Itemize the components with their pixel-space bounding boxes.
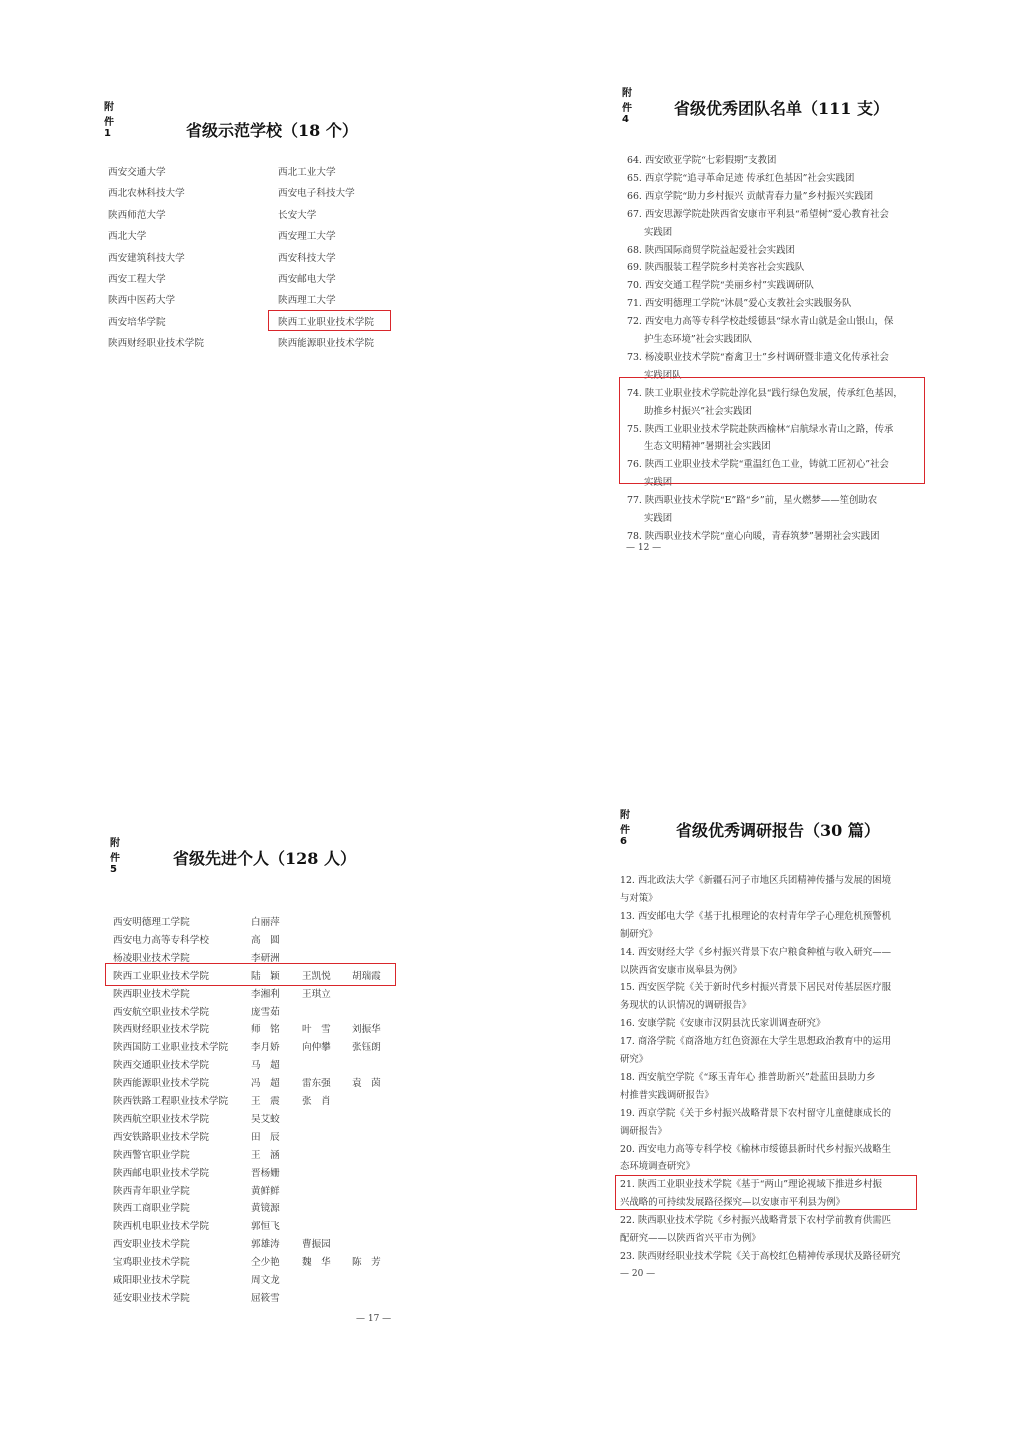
report-entry: 18. 西安航空学院《“琢玉青年心 推普助新兴”赴蓝田县助力乡	[620, 1071, 876, 1083]
report-entry: 14. 西安财经大学《乡村振兴背景下农户粮食种植与收入研究——	[620, 946, 892, 958]
person-name: 冯 超	[251, 1078, 280, 1090]
person-name: 屈筱雪	[251, 1292, 280, 1304]
team-entry: 68. 陕西国际商贸学院益起爱社会实践团	[627, 244, 795, 256]
person-name: 曹振园	[302, 1239, 331, 1251]
team-entry: 67. 西安思源学院赴陕西省安康市平利县“希望树”爱心教育社会	[627, 208, 889, 220]
page-title: 省级示范学校（18 个）	[186, 121, 358, 140]
team-entry: 78. 陕西职业技术学院“童心向暖，青春筑梦”暑期社会实践团	[627, 530, 880, 542]
institution-name: 陕西警官职业学院	[113, 1149, 190, 1161]
person-name: 李月娇	[251, 1042, 280, 1054]
team-entry: 实践团队	[644, 369, 682, 381]
school-name: 西安理工大学	[278, 231, 336, 243]
team-entry: 74. 陕工业职业技术学院赴淳化县“践行绿色发展，传承红色基因，	[627, 387, 903, 399]
institution-name: 咸阳职业技术学院	[113, 1275, 190, 1286]
institution-name: 西安航空职业技术学院	[113, 1006, 209, 1018]
institution-name: 西安铁路职业技术学院	[113, 1131, 209, 1143]
institution-name: 西安职业技术学院	[113, 1239, 190, 1251]
school-name: 西安建筑科技大学	[108, 252, 185, 264]
person-name: 郭恒飞	[251, 1221, 280, 1233]
person-name: 李湘利	[251, 988, 280, 1000]
person-name: 胡瑞霞	[352, 970, 381, 982]
school-name: 西安培华学院	[108, 316, 166, 328]
report-entry: 调研报告》	[620, 1125, 667, 1137]
team-entry: 72. 西安电力高等专科学校赴绥德县“绿水青山就是金山银山，保	[627, 316, 894, 328]
person-name: 黄鲜鲜	[251, 1185, 280, 1197]
report-entry: 村推普实践调研报告》	[620, 1089, 714, 1101]
attachment-label: 附件 6	[620, 810, 630, 847]
school-name: 西北大学	[108, 231, 147, 243]
institution-name: 延安职业技术学院	[113, 1292, 190, 1304]
person-name: 高 圆	[251, 934, 280, 946]
person-name: 郭雄涛	[251, 1239, 280, 1251]
report-entry: 13. 西安邮电大学《基于扎根理论的农村青年学子心理危机预警机	[620, 910, 892, 922]
report-entry: 20. 西安电力高等专科学校《榆林市绥德县新时代乡村振兴战略生	[620, 1143, 892, 1155]
school-name: 陕西能源职业技术学院	[278, 338, 374, 350]
person-name: 陆 颖	[251, 970, 280, 982]
school-name: 西安交通大学	[108, 167, 166, 178]
report-entry: 制研究》	[620, 928, 658, 940]
person-name: 张钰朗	[352, 1042, 381, 1054]
highlight-box	[619, 377, 925, 484]
team-entry: 75. 陕西工业职业技术学院赴陕西榆林“启航绿水青山之路，传承	[627, 423, 894, 435]
institution-name: 杨凌职业技术学院	[113, 952, 190, 964]
person-name: 魏 华	[302, 1257, 331, 1269]
report-entry: 15. 西安医学院《关于新时代乡村振兴背景下居民对传基层医疗服	[620, 982, 892, 994]
person-name: 晋杨姗	[251, 1167, 280, 1179]
person-name: 向仲攀	[302, 1042, 331, 1054]
institution-name: 陕西能源职业技术学院	[113, 1078, 209, 1090]
person-name: 周文龙	[251, 1275, 280, 1286]
report-entry: 21. 陕西工业职业技术学院《基于“两山”理论视域下推进乡村振	[620, 1179, 882, 1191]
report-entry: 17. 商洛学院《商洛地方红色资源在大学生思想政治教育中的运用	[620, 1036, 892, 1048]
report-entry: 12. 西北政法大学《新疆石河子市地区兵团精神传播与发展的困境	[620, 875, 892, 886]
team-entry: 69. 陕西服装工程学院乡村美容社会实践队	[627, 262, 805, 274]
attachment-label: 附件 5	[110, 838, 120, 875]
school-name: 西安电子科技大学	[278, 188, 355, 200]
person-name: 田 辰	[251, 1131, 280, 1143]
institution-name: 陕西职业技术学院	[113, 988, 190, 1000]
page-number: — 17 —	[356, 1314, 392, 1324]
team-entry: 71. 西安明德理工学院“沐晨”爱心支教社会实践服务队	[627, 298, 852, 310]
report-entry: 态环境调查研究》	[620, 1161, 696, 1173]
institution-name: 陕西工商职业学院	[113, 1203, 190, 1215]
person-name: 袁 茵	[352, 1078, 381, 1090]
school-name: 陕西中医药大学	[108, 295, 176, 307]
team-entry: 64. 西安欧亚学院“七彩假期”支教团	[627, 155, 777, 166]
report-entry: 配研究——以陕西省兴平市为例》	[620, 1233, 761, 1244]
person-name: 师 铭	[251, 1024, 280, 1036]
person-name: 马 超	[251, 1060, 280, 1072]
person-name: 吴艾蛟	[251, 1113, 280, 1125]
report-entry: 22. 陕西职业技术学院《乡村振兴战略背景下农村学前教育供需匹	[620, 1215, 892, 1227]
institution-name: 西安明德理工学院	[113, 917, 190, 928]
page-number: — 20 —	[620, 1269, 656, 1279]
person-name: 陈 芳	[352, 1257, 381, 1269]
team-entry: 护生态环境”社会实践团队	[644, 334, 752, 345]
report-entry: 与对策》	[620, 892, 658, 904]
school-name: 西安工程大学	[108, 274, 166, 285]
attachment-label: 附件 1	[104, 102, 114, 139]
team-entry: 实践团	[644, 226, 673, 238]
attachment-label: 附件 4	[622, 88, 632, 125]
highlight-box	[105, 963, 396, 986]
institution-name: 陕西青年职业学院	[113, 1185, 190, 1197]
institution-name: 陕西国防工业职业技术学院	[113, 1042, 229, 1054]
institution-name: 宝鸡职业技术学院	[113, 1257, 190, 1269]
person-name: 李研洲	[251, 952, 280, 964]
page-number: — 12 —	[626, 543, 662, 553]
person-name: 仝少艳	[251, 1257, 280, 1269]
institution-name: 陕西航空职业技术学院	[113, 1113, 209, 1125]
highlight-box	[615, 1175, 917, 1210]
page-title: 省级先进个人（128 人）	[173, 849, 356, 868]
institution-name: 陕西机电职业技术学院	[113, 1221, 209, 1233]
person-name: 白丽萍	[251, 917, 280, 928]
team-entry: 73. 杨凌职业技术学院“畜禽卫士”乡村调研暨非遗文化传承社会	[627, 351, 889, 363]
person-name: 庞雪茹	[251, 1006, 280, 1018]
institution-name: 陕西财经职业技术学院	[113, 1024, 209, 1036]
person-name: 黄镜源	[251, 1203, 280, 1215]
school-name: 长安大学	[278, 209, 317, 221]
page-title: 省级优秀调研报告（30 篇）	[676, 821, 880, 840]
page-title: 省级优秀团队名单（111 支）	[674, 99, 889, 118]
person-name: 雷东强	[302, 1078, 331, 1090]
institution-name: 陕西交通职业技术学院	[113, 1060, 209, 1072]
school-name: 西安邮电大学	[278, 274, 336, 285]
person-name: 刘振华	[352, 1024, 381, 1036]
report-entry: 19. 西京学院《关于乡村振兴战略背景下农村留守儿童健康成长的	[620, 1107, 892, 1119]
team-entry: 生态文明精神”暑期社会实践团	[644, 441, 771, 453]
school-name: 西北农林科技大学	[108, 188, 185, 200]
institution-name: 西安电力高等专科学校	[113, 934, 209, 946]
school-name: 西安科技大学	[278, 252, 336, 264]
person-name: 叶 雪	[302, 1024, 331, 1036]
team-entry: 76. 陕西工业职业技术学院“重温红色工业，铸就工匠初心”社会	[627, 459, 889, 471]
school-name: 陕西工业职业技术学院	[278, 316, 374, 328]
institution-name: 陕西铁路工程职业技术学院	[113, 1096, 229, 1107]
report-entry: 16. 安康学院《安康市汉阴县沈氏家训调查研究》	[620, 1018, 826, 1030]
team-entry: 66. 西京学院“助力乡村振兴 贡献青春力量”乡村振兴实践团	[627, 190, 874, 202]
report-entry: 以陕西省安康市岚皋县为例》	[620, 964, 742, 976]
person-name: 张 肖	[302, 1096, 331, 1107]
person-name: 王 涵	[251, 1149, 280, 1161]
school-name: 陕西理工大学	[278, 295, 336, 307]
person-name: 王凯悦	[302, 970, 331, 982]
person-name: 王琪立	[302, 988, 331, 1000]
report-entry: 兴战略的可持续发展路径探究—以安康市平利县为例》	[620, 1197, 846, 1209]
report-entry: 务现状的认识情况的调研报告》	[620, 1000, 752, 1012]
institution-name: 陕西工业职业技术学院	[113, 970, 209, 982]
institution-name: 陕西邮电职业技术学院	[113, 1167, 209, 1179]
school-name: 西北工业大学	[278, 167, 336, 178]
team-entry: 实践团	[644, 477, 673, 489]
school-name: 陕西师范大学	[108, 209, 166, 221]
school-name: 陕西财经职业技术学院	[108, 338, 204, 350]
team-entry: 助推乡村振兴”社会实践团	[644, 405, 752, 417]
team-entry: 实践团	[644, 513, 673, 524]
highlight-box	[268, 310, 391, 331]
team-entry: 70. 西安交通工程学院“美丽乡村”实践调研队	[627, 280, 814, 292]
report-entry: 23. 陕西财经职业技术学院《关于高校红色精神传承现状及路径研究	[620, 1250, 901, 1262]
team-entry: 65. 西京学院“追寻革命足迹 传承红色基因”社会实践团	[627, 172, 855, 184]
person-name: 王 震	[251, 1096, 280, 1107]
report-entry: 研究》	[620, 1054, 649, 1065]
team-entry: 77. 陕西职业技术学院“E”路“乡”前，星火燃梦——笙创助农	[627, 495, 878, 507]
